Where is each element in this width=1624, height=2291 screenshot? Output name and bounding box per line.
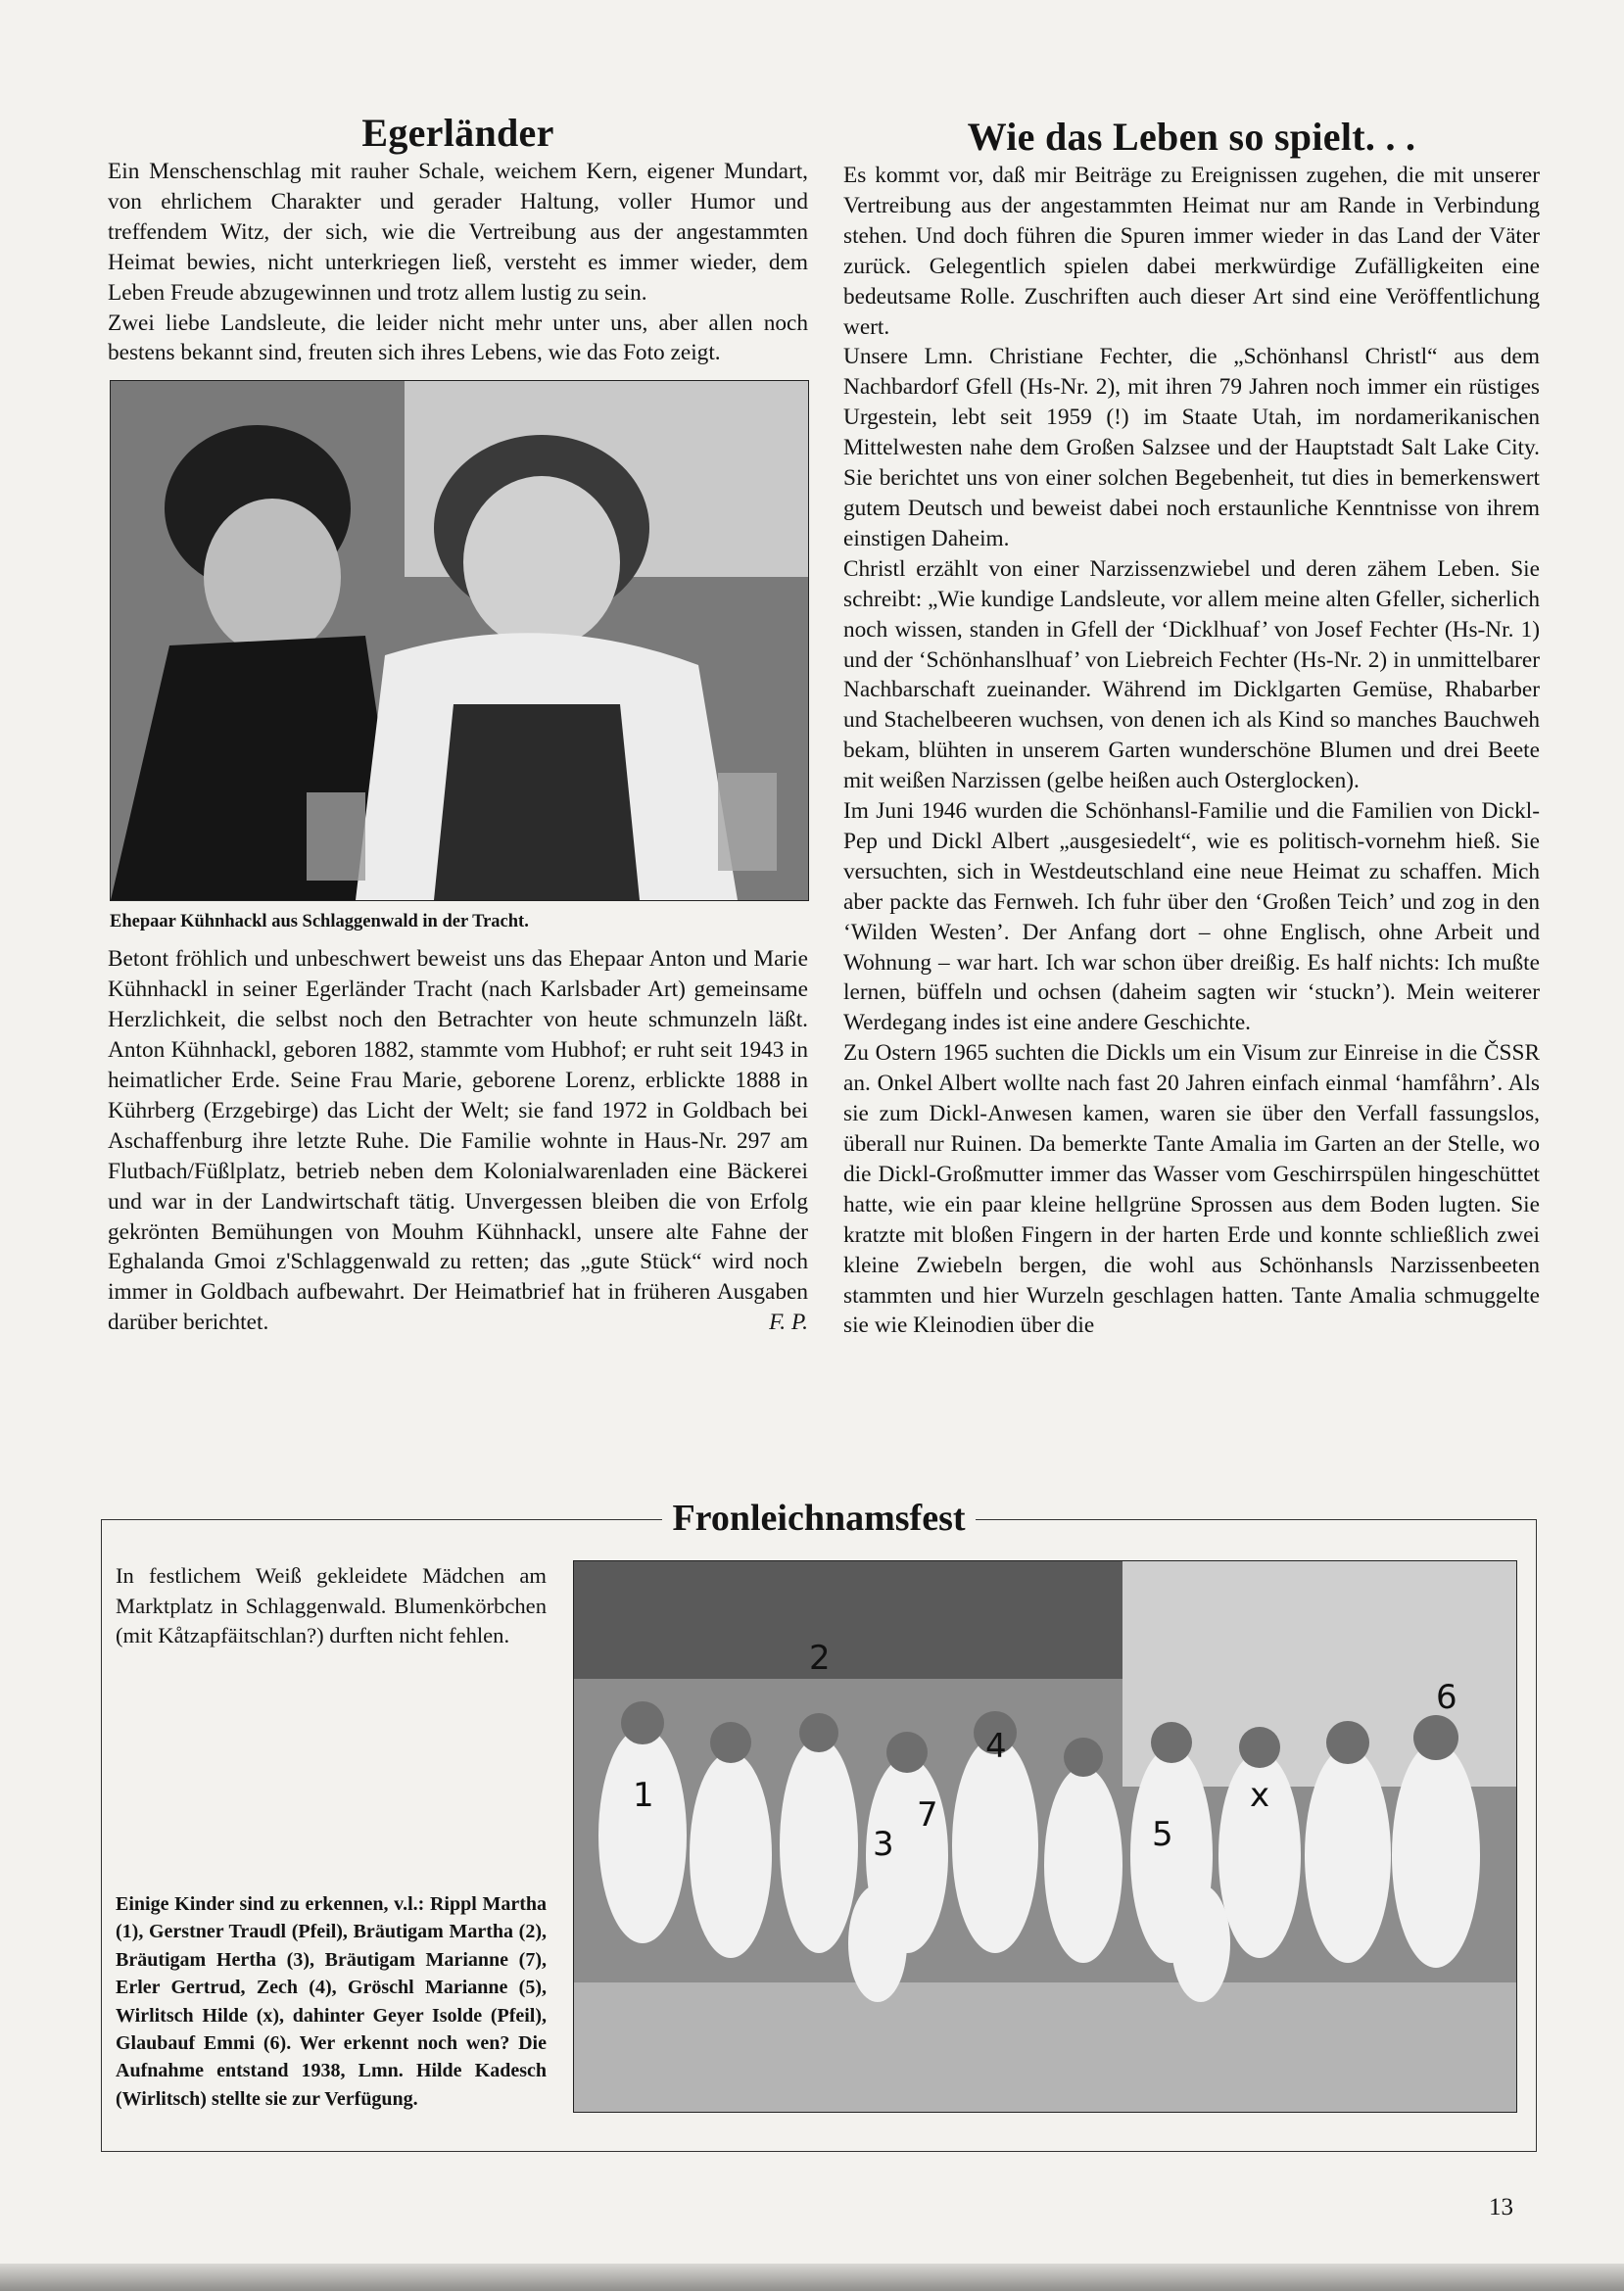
article-body-continued: [108, 944, 808, 1338]
photo-mark: 6: [1436, 1678, 1457, 1717]
box-photo-caption: Einige Kinder sind zu erkennen, v.l.: Rippl Martha (1), Gerstner Traudl (Pfeil), Bräutigam Martha (2), Bräutigam Hertha (3), Bräutigam Marianne (7), Erler Gertrud, Zech (4), Gröschl Marianne (5), Wirlitsch Hilde (x), dahinter Geyer Isolde (Pfeil), Glaubauf Emmi (6). Wer erkennt noch wen? Die Aufnahme entstand 1938, Lmn. Hilde Kadesch (Wirlitsch) stellte sie zur Verfügung.: [116, 1893, 547, 2110]
paragraph: Ein Menschenschlag mit rauher Schale, weichem Kern, eigener Mundart, von ehrlichem Charakter und gerader Haltung, voller Humor und treffendem Witz, der sich, wie die Vertreibung aus der angestammten Heimat bewies, nicht unterkriegen ließ, versteht es immer wieder, dem Leben Freude abzugewinnen und trotz allem lustig zu sein.: [108, 159, 808, 306]
paragraph: Zu Ostern 1965 suchten die Dickls um ein Visum zur Einreise in die ČSSR an. Onkel Albert wollte nach fast 20 Jahren einfach einmal ‘hamfåhrn’. Als sie zum Dickl-Anwesen kamen, waren sie über den Verfall fassungslos, überall nur Ruinen. Da bemerkte Tante Amalia im Garten an der Stelle, wo die Dickl-Großmutter immer das Wasser vom Geschirrspülen hingeschüttet hatte, wie ein paar kleine hellgrüne Sprossen aus dem Boden lugten. Sie kratzte mit bloßen Fingern in der harten Erde und konnte schließlich zwei kleine Zwiebeln bergen, die wohl aus Schönhansls Narzissenbeeten stammten und hier Wurzeln geschlagen hatten. Tante Amalia schmuggelte sie wie Kleinodien über die: [843, 1040, 1540, 1339]
left-article: [108, 110, 808, 1338]
children-photo: [573, 1560, 1517, 2113]
paragraph: [108, 944, 808, 1338]
photo-mark: 5: [1152, 1815, 1173, 1854]
paragraph-text: Betont fröhlich und unbeschwert beweist uns das Ehepaar Anton und Marie Kühnhackl in seiner Egerländer Tracht (nach Karlsbader Art) gemeinsame Herzlichkeit, die selbst noch den Betrachter von heute schmunzeln läßt. Anton Kühnhackl, geboren 1882, stammte vom Hubhof; er ruht seit 1943 in heimatlicher Erde. Seine Frau Marie, geborene Lorenz, erblickte 1888 in Kührberg (Erzgebirge) das Licht der Welt; sie fand 1972 in Goldbach bei Aschaffenburg ihre letzte Ruhe. Die Familie wohnte in Haus-Nr. 297 am Flutbach/Füßlplatz, betrieb neben dem Kolonialwarenladen eine Bäckerei und war in der Landwirtschaft tätig. Unvergessen bleiben die von Erfolg gekrönten Bemühungen von Mouhm Kühnhackl, unsere alte Fahne der Eghalanda Gmoi z'Schlaggenwald zu retten; das „gute Stück“ wird noch immer in Goldbach aufbewahrt. Der Heimatbrief hat in früheren Ausgaben darüber berichtet.: [108, 946, 808, 1336]
scan-edge: [0, 2264, 1624, 2291]
author-signature: F. P.: [769, 1310, 808, 1336]
photo-mark: 2: [809, 1639, 831, 1678]
photo-mark: 3: [873, 1825, 894, 1864]
box-title: Fronleichnamsfest: [662, 1498, 975, 1539]
article-body: [843, 161, 1540, 1341]
box-intro-text: In festlichem Weiß gekleidete Mädchen am Marktplatz in Schlaggenwald. Blumenkörbchen (mit Kåtzapfäitschlan?) durften nicht fehlen.: [116, 1563, 547, 1648]
paragraph: Christl erzählt von einer Narzissenzwiebel und deren zähem Leben. Sie schreibt: „Wie kundige Landsleute, vor allem meine alten Gfeller, sicherlich noch wissen, standen in Gfell der ‘Dicklhuaf’ von Josef Fechter (Hs-Nr. 1) und der ‘Schönhanslhuaf’ von Liebreich Fechter (Hs-Nr. 2) in unmittelbarer Nachbarschaft zueinander. Während im Dicklgarten Gemüse, Rhabarber und Stachelbeeren wuchsen, von denen ich als Kind so manches Bauchweh bekam, blühten in unserem Garten wunderschöne Blumen und drei Beete mit weißen Narzissen (gelbe heißen auch Osterglocken).: [843, 555, 1540, 794]
paragraph: Es kommt vor, daß mir Beiträge zu Ereignissen zugehen, die mit unserer Vertreibung aus der angestammten Heimat nur am Rande in Verbindung stehen. Und doch führen die Spuren immer wieder in das Land der Väter zurück. Gelegentlich spielen dabei merkwürdige Zufälligkeiten eine bedeutsame Rolle. Zuschriften auch dieser Art sind eine Veröffentlichung wert.: [843, 163, 1540, 340]
photo-caption: Ehepaar Kühnhackl aus Schlaggenwald in der Tracht.: [110, 912, 529, 932]
article-title-leben: Wie das Leben so spielt. . .: [967, 115, 1416, 159]
children-photo-illustration: [574, 1561, 1516, 2112]
couple-photo: [110, 380, 809, 901]
photo-mark: 1: [633, 1776, 654, 1815]
article-body: [108, 157, 808, 368]
paragraph: Im Juni 1946 wurden die Schönhansl-Familie und die Familien von Dickl-Pep und Dickl Albert „ausgesiedelt“, wie es politisch-vornehm hieß. Sie versuchten, sich in Westdeutschland eine neue Heimat zu schaffen. Mich aber packte das Fernweh. Ich fuhr über den ‘Großen Teich’ und zog in den ‘Wilden Westen’. Der Anfang dort – ohne Englisch, ohne Arbeit und Wohnung – war hart. Ich war schon über dreißig. Es half nichts: Ich mußte lernen, büffeln und ochsen (daheim sagten wir ‘stuckn’). Mein weiterer Werdegang indes ist eine andere Geschichte.: [843, 798, 1540, 1036]
box-title-wrapper: [102, 1493, 1536, 1544]
article-title-egerlaender: Egerländer: [361, 111, 554, 155]
paragraph: Zwei liebe Landsleute, die leider nicht mehr unter uns, aber allen noch bestens bekannt sind, freuten sich ihres Lebens, wie das Foto zeigt.: [108, 310, 808, 366]
page-number: 13: [1489, 2194, 1513, 2220]
fronleichnam-box: [101, 1498, 1537, 2152]
photo-mark: x: [1250, 1776, 1270, 1815]
right-article: [843, 110, 1540, 1341]
paragraph: Unsere Lmn. Christiane Fechter, die „Schönhansl Christl“ aus dem Nachbardorf Gfell (Hs-Nr. 2), mit ihren 79 Jahren noch immer ein rüstiges Urgestein, lebt seit 1959 (!) im Staate Utah, im nordamerikanischen Mittelwesten nahe dem Großen Salzsee und der Hauptstadt Salt Lake City. Sie berichtet uns von einer solchen Begebenheit, tut dies in bemerkenswert gutem Deutsch und beweist dabei noch erstaunliche Kenntnisse von ihrem einstigen Daheim.: [843, 344, 1540, 551]
photo-mark: 7: [917, 1795, 938, 1835]
couple-photo-illustration: [111, 381, 808, 900]
photo-mark: 4: [985, 1727, 1007, 1766]
